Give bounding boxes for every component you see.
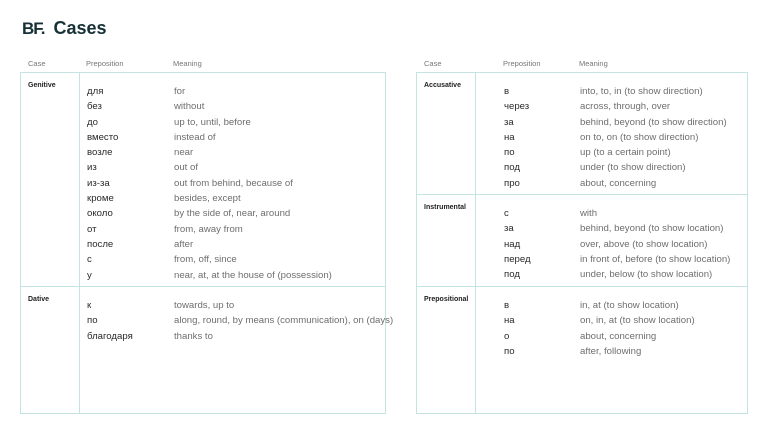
table-row <box>21 313 394 328</box>
table-row <box>21 298 385 313</box>
preposition-cell: по <box>504 147 515 159</box>
table-row <box>417 99 747 114</box>
table-row <box>417 115 747 130</box>
left-cases-table <box>20 72 394 414</box>
table-row <box>417 160 747 175</box>
table-row <box>417 313 747 328</box>
table-row <box>417 145 747 160</box>
table-row <box>21 237 385 252</box>
page-header <box>22 18 107 39</box>
right-table-panel <box>416 56 748 414</box>
meaning-cell: near, at, at the house of (possession) <box>174 269 332 281</box>
meaning-cell: up to, until, before <box>174 116 251 128</box>
table-row <box>21 222 385 237</box>
table-row <box>417 329 747 344</box>
preposition-cell: около <box>87 208 113 220</box>
preposition-cell: за <box>504 116 514 128</box>
case-label: Prepositional <box>424 296 469 303</box>
preposition-cell: в <box>504 86 510 97</box>
table-row <box>21 84 385 99</box>
table-row <box>417 130 747 145</box>
table-row <box>417 344 747 359</box>
table-row <box>417 84 747 99</box>
preposition-cell: кроме <box>87 193 114 205</box>
preposition-cell: перед <box>504 253 531 265</box>
preposition-cell: из-за <box>87 177 110 189</box>
preposition-cell: под <box>504 269 520 281</box>
table-row <box>417 221 747 236</box>
brand-logo: BF. <box>22 19 45 38</box>
preposition-cell: благодаря <box>87 330 133 342</box>
left-table-panel <box>20 56 394 414</box>
case-label: Accusative <box>424 82 461 89</box>
meaning-cell: across, through, over <box>580 101 671 113</box>
preposition-cell: о <box>504 330 510 342</box>
meaning-cell: after <box>174 238 194 250</box>
preposition-cell: с <box>504 208 509 219</box>
preposition-cell: через <box>504 101 530 113</box>
preposition-cell: вместо <box>87 131 119 143</box>
preposition-cell: по <box>504 345 515 357</box>
case-section-accusative <box>417 73 747 194</box>
table-row <box>21 160 385 175</box>
meaning-column-header: Meaning <box>173 59 202 68</box>
meaning-column-header: Meaning <box>579 59 608 68</box>
meaning-cell: over, above (to show location) <box>580 238 708 250</box>
meaning-cell: besides, except <box>174 193 241 205</box>
case-column-header: Case <box>28 59 46 68</box>
table-row <box>21 252 385 267</box>
meaning-cell: under (to show direction) <box>580 162 686 174</box>
table-row <box>21 99 385 114</box>
preposition-cell: возле <box>87 147 113 159</box>
case-label: Instrumental <box>424 204 467 211</box>
meaning-cell: along, round, by means (communication), on (days) <box>174 315 394 327</box>
preposition-cell: из <box>87 162 97 174</box>
left-column-headers <box>20 56 386 72</box>
meaning-cell: about, concerning <box>580 330 657 342</box>
preposition-cell: у <box>87 269 92 281</box>
preposition-cell: по <box>87 315 98 327</box>
meaning-cell: on to, on (to show direction) <box>580 131 699 143</box>
preposition-column-header: Preposition <box>503 59 541 68</box>
meaning-cell: without <box>174 101 205 113</box>
table-row <box>21 268 385 283</box>
preposition-cell: с <box>87 254 92 266</box>
preposition-cell: от <box>87 223 97 235</box>
table-row <box>21 130 385 145</box>
right-cases-table <box>416 72 748 414</box>
preposition-cell: про <box>504 177 520 189</box>
case-section-instrumental <box>417 194 747 286</box>
meaning-cell: from, off, since <box>174 254 237 266</box>
preposition-cell: под <box>504 162 520 174</box>
preposition-cell: в <box>504 300 510 311</box>
case-section-dative <box>21 286 394 413</box>
meaning-cell: about, concerning <box>580 177 657 189</box>
preposition-cell: без <box>87 101 102 113</box>
preposition-cell: на <box>504 131 515 143</box>
case-label: Dative <box>28 296 50 303</box>
preposition-cell: за <box>504 223 514 235</box>
meaning-cell: into, to, in (to show direction) <box>580 86 703 97</box>
case-section-prepositional <box>417 286 747 413</box>
meaning-cell: with <box>580 208 598 219</box>
meaning-cell: thanks to <box>174 330 213 342</box>
meaning-cell: by the side of, near, around <box>174 208 291 220</box>
meaning-cell: behind, beyond (to show direction) <box>580 116 727 128</box>
case-label: Genitive <box>28 82 56 89</box>
preposition-cell: над <box>504 238 521 250</box>
meaning-cell: up (to a certain point) <box>580 147 671 159</box>
table-row <box>417 237 747 252</box>
preposition-cell: на <box>504 315 515 327</box>
meaning-cell: near <box>174 147 194 159</box>
meaning-cell: in front of, before (to show location) <box>580 253 731 265</box>
meaning-cell: under, below (to show location) <box>580 269 713 281</box>
preposition-cell: для <box>87 86 104 97</box>
preposition-column-header: Preposition <box>86 59 124 68</box>
table-row <box>21 145 385 160</box>
table-row <box>21 115 385 130</box>
preposition-cell: к <box>87 300 92 311</box>
meaning-cell: from, away from <box>174 223 243 235</box>
right-column-headers <box>416 56 748 72</box>
preposition-cell: после <box>87 238 114 250</box>
case-section-genitive <box>21 73 385 286</box>
table-row <box>21 329 385 344</box>
table-row <box>417 206 747 221</box>
meaning-cell: out of <box>174 162 199 174</box>
meaning-cell: out from behind, because of <box>174 177 293 189</box>
meaning-cell: instead of <box>174 131 216 143</box>
table-row <box>417 298 747 313</box>
meaning-cell: behind, beyond (to show location) <box>580 223 724 235</box>
meaning-cell: after, following <box>580 345 642 357</box>
table-row <box>417 176 747 191</box>
table-row <box>417 252 747 267</box>
preposition-cell: до <box>87 116 98 128</box>
page-title: Cases <box>53 18 107 38</box>
table-row <box>21 176 385 191</box>
case-column-header: Case <box>424 59 442 68</box>
table-row <box>21 206 385 221</box>
meaning-cell: in, at (to show location) <box>580 300 679 311</box>
table-row <box>417 267 747 282</box>
meaning-cell: for <box>174 86 186 97</box>
table-row <box>21 191 385 206</box>
meaning-cell: on, in, at (to show location) <box>580 315 695 327</box>
meaning-cell: towards, up to <box>174 300 235 311</box>
